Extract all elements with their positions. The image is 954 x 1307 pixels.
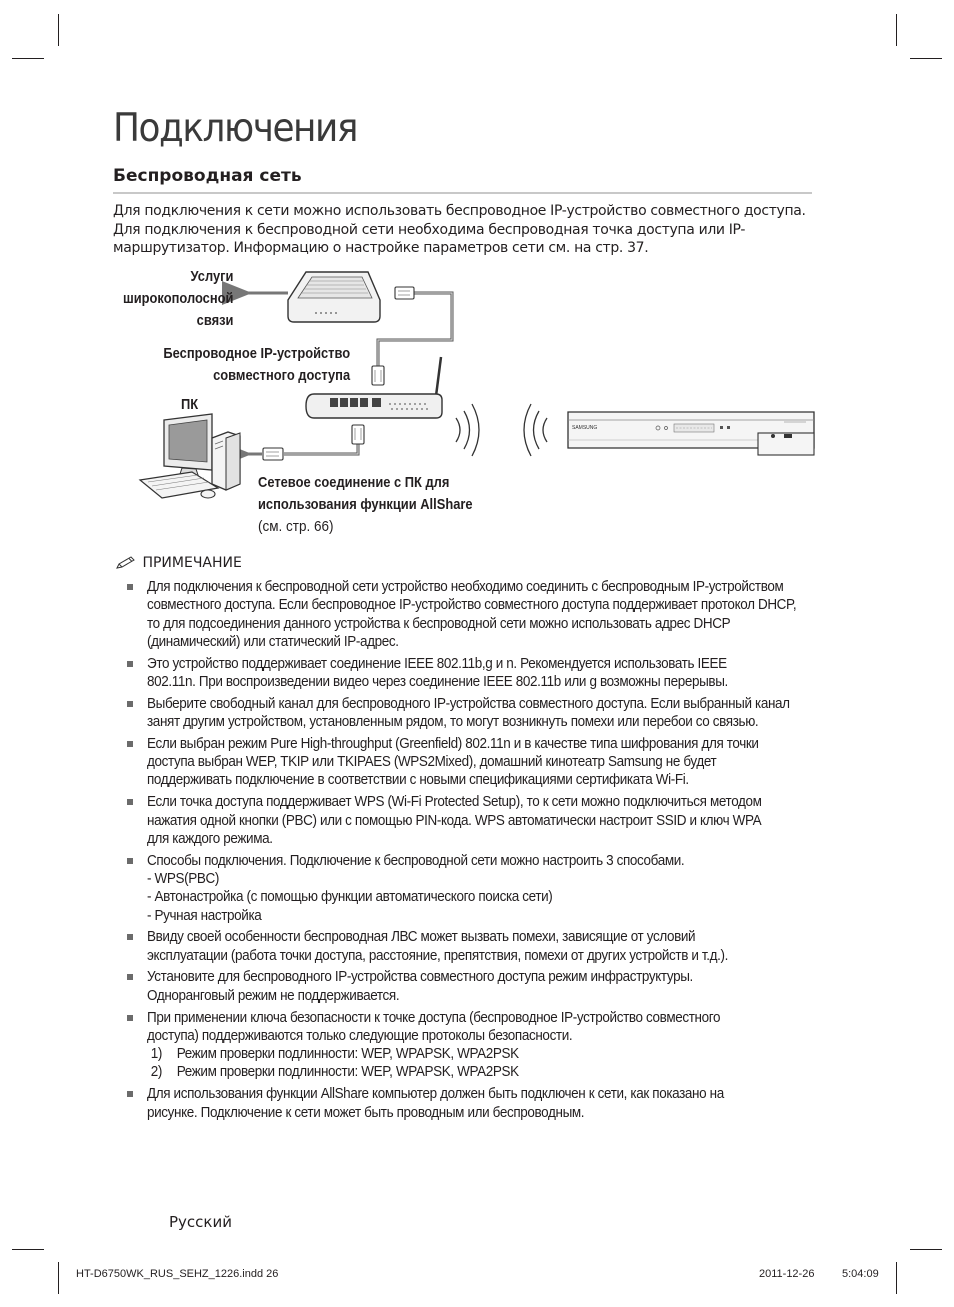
note-line: рисунке. Подключение к сети может быть проводным или беспроводным.	[147, 1104, 585, 1121]
note-line: то для подсоединения данного устройства к беспроводной сети можно использовать адрес DHCP	[147, 615, 731, 632]
bullet-square-icon	[127, 1015, 133, 1021]
note-item	[126, 852, 826, 925]
note-line: Одноранговый режим не поддерживается.	[147, 987, 400, 1004]
pc-link-label: Сетевое соединение с ПК для использования функции AllShare (см. стр. 66)	[258, 474, 473, 535]
note-line: Выберите свободный канал для беспроводного IP-устройства совместного доступа. Если выбранный канал	[147, 695, 790, 712]
note-item	[126, 1009, 826, 1082]
footer-language: Русский	[169, 1213, 232, 1231]
home-theater-player-icon	[568, 412, 814, 455]
note-line: Если точка доступа поддерживает WPS (Wi-Fi Protected Setup), то к сети можно подключиться методом	[147, 794, 762, 811]
intro-line: Для подключения к беспроводной сети необходима беспроводная точка доступа или IP-	[113, 221, 746, 238]
note-line: поддерживать подключение в соответствии с новыми спецификациями сертификата Wi-Fi.	[147, 772, 689, 789]
page-title: Подключения	[113, 106, 358, 151]
note-item	[126, 735, 826, 790]
note-line: для каждого режима.	[147, 830, 273, 847]
note-item	[126, 578, 826, 651]
note-subitem	[147, 1063, 778, 1081]
note-line: - Ручная настройка	[147, 907, 262, 924]
note-subitem-number: 1)	[150, 1046, 162, 1063]
bullet-square-icon	[127, 799, 133, 805]
note-line: - WPS(PBC)	[147, 870, 219, 887]
bullet-square-icon	[127, 858, 133, 864]
bullet-square-icon	[127, 701, 133, 707]
note-line: доступа выбран WEP, TKIP или TKIPAES (WPS2Mixed), домашний кинотеатр Samsung не будет	[147, 754, 717, 771]
note-item	[126, 695, 826, 732]
note-line: Установите для беспроводного IP-устройства совместного доступа режим инфраструктуры.	[147, 969, 693, 986]
note-title: ПРИМЕЧАНИЕ	[142, 555, 242, 571]
note-item	[126, 968, 826, 1005]
note-line: (динамический) или статический IP-адрес.	[147, 633, 399, 650]
note-subitem	[147, 1045, 778, 1063]
print-slug-file: HT-D6750WK_RUS_SEHZ_1226.indd 26	[76, 1268, 279, 1280]
print-slug-time: 5:04:09	[842, 1268, 879, 1280]
note-item	[126, 1085, 826, 1122]
note-item	[126, 793, 826, 848]
pc-icon	[140, 414, 240, 498]
bullet-square-icon	[127, 974, 133, 980]
note-line: занят другим устройством, установленным рядом, то могут возникнуть помехи или перебои со связью.	[147, 714, 759, 731]
note-line: - Автонастройка (с помощью функции автоматического поиска сети)	[147, 889, 553, 906]
note-line: При применении ключа безопасности к точке доступа (беспроводное IP-устройство совместного	[147, 1009, 721, 1026]
crop-mark	[896, 1262, 897, 1294]
crop-mark	[58, 1262, 59, 1294]
note-line: 802.11n. При воспроизведении видео через соединение IEEE 802.11b или g возможны перерывы.	[147, 673, 728, 690]
intro-line: маршрутизатор. Информацию о настройке параметров сети см. на стр. 37.	[113, 240, 649, 256]
note-line: совместного доступа. Если беспроводное IP-устройство совместного доступа поддерживает протокол DHCP,	[147, 597, 797, 614]
note-list	[126, 578, 826, 1125]
access-point-label: Беспроводное IP-устройство совместного доступа	[163, 345, 350, 384]
pencil-icon	[116, 555, 142, 571]
bullet-square-icon	[127, 1091, 133, 1097]
bullet-square-icon	[127, 661, 133, 667]
bullet-square-icon	[127, 741, 133, 747]
note-subitem-number: 2)	[150, 1064, 162, 1081]
note-line: нажатия одной кнопки (PBC) или с помощью PIN-кода. WPS автоматически настроит SSID и ключ WPA	[147, 812, 762, 829]
note-line: доступа) поддерживаются только следующие протоколы безопасности.	[147, 1027, 573, 1044]
note-heading	[116, 555, 242, 571]
note-line: Это устройство поддерживает соединение IEEE 802.11b,g и n. Рекомендуется использовать IEEE	[147, 655, 727, 672]
note-subitem-text: Режим проверки подлинности: WEP, WPAPSK, WPA2PSK	[176, 1046, 519, 1063]
note-line: эксплуатации (работа точки доступа, расстояние, препятствия, помехи от других устройств и т.д.).	[147, 947, 728, 964]
crop-mark	[910, 1249, 942, 1250]
note-line: Ввиду своей особенности беспроводная ЛВС может вызвать помехи, зависящие от условий	[147, 929, 696, 946]
note-line: Для подключения к беспроводной сети устройство необходимо соединить с беспроводным IP-устройством	[147, 579, 784, 595]
print-slug-date: 2011-12-26	[759, 1268, 815, 1280]
broadband-label: Услуги широкополосной связи	[122, 268, 233, 329]
ethernet-cable-icon	[263, 425, 364, 460]
modem-icon	[288, 272, 380, 322]
note-line: Если выбран режим Pure High-throughput (Greenfield) 802.11n и в качестве типа шифрования для точки	[147, 735, 759, 752]
section-heading: Беспроводная сеть	[113, 166, 302, 186]
bullet-square-icon	[127, 584, 133, 590]
pc-label: ПК	[181, 396, 199, 413]
note-item	[126, 928, 826, 965]
note-line: Способы подключения. Подключение к беспроводной сети можно настроить 3 способами.	[147, 852, 685, 869]
player-brand-logo: SAMSUNG	[572, 425, 598, 431]
note-line: Для использования функции AllShare компьютер должен быть подключен к сети, как показано на	[147, 1086, 724, 1103]
note-item	[126, 655, 826, 692]
intro-line: Для подключения к сети можно использовать беспроводное IP-устройство совместного доступа.	[113, 203, 806, 219]
note-subitem-text: Режим проверки подлинности: WEP, WPAPSK, WPA2PSK	[176, 1064, 519, 1081]
wireless-signal-icon	[456, 404, 547, 456]
crop-mark	[12, 1249, 44, 1250]
bullet-square-icon	[127, 934, 133, 940]
